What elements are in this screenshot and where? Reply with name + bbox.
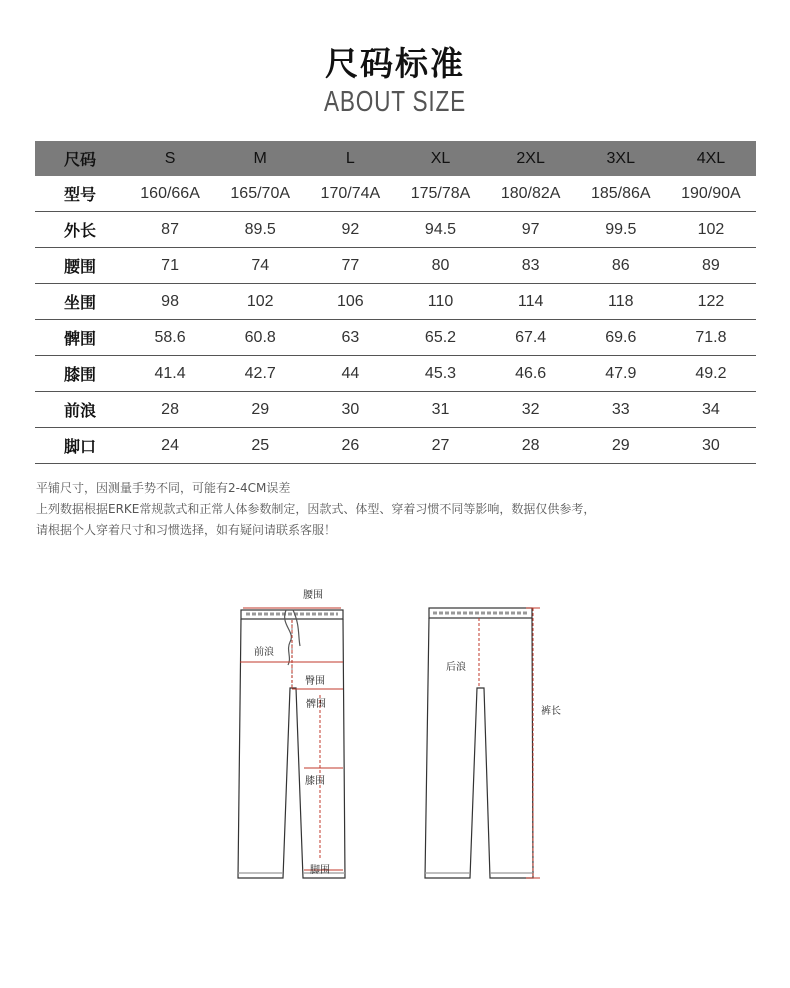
- column-header: 2XL: [486, 141, 576, 176]
- size-table: [35, 141, 756, 464]
- table-cell: 175/78A: [395, 176, 485, 212]
- table-cell: 83: [486, 248, 576, 284]
- size-table-row: [35, 248, 756, 284]
- column-header: S: [125, 141, 215, 176]
- table-cell: 28: [486, 428, 576, 464]
- table-cell: 102: [666, 212, 756, 248]
- table-cell: 27: [395, 428, 485, 464]
- table-cell: 118: [576, 284, 666, 320]
- column-header: M: [215, 141, 305, 176]
- table-cell: 44: [305, 356, 395, 392]
- column-header: XL: [395, 141, 485, 176]
- size-table-row: [35, 356, 756, 392]
- table-cell: 89: [666, 248, 756, 284]
- column-header: 3XL: [576, 141, 666, 176]
- table-cell: 33: [576, 392, 666, 428]
- table-cell: 49.2: [666, 356, 756, 392]
- table-cell: 30: [666, 428, 756, 464]
- table-cell: 80: [395, 248, 485, 284]
- row-label: 脚口: [35, 428, 125, 464]
- table-cell: 47.9: [576, 356, 666, 392]
- note-line: 上列数据根据ERKE常规款式和正常人体参数制定，因款式、体型、穿着习惯不同等影响，数据仅供参考，: [36, 502, 596, 516]
- table-cell: 28: [125, 392, 215, 428]
- table-cell: 185/86A: [576, 176, 666, 212]
- table-cell: 92: [305, 212, 395, 248]
- label-back-rise: 后浪: [446, 662, 466, 673]
- table-cell: 180/82A: [486, 176, 576, 212]
- label-knee: 膝围: [305, 776, 325, 787]
- size-table-row: [35, 176, 756, 212]
- table-cell: 170/74A: [305, 176, 395, 212]
- table-cell: 160/66A: [125, 176, 215, 212]
- label-front-rise: 前浪: [254, 647, 274, 658]
- back-waistband: [429, 608, 532, 618]
- label-length: 裤长: [541, 706, 561, 717]
- table-cell: 98: [125, 284, 215, 320]
- size-notes: [36, 478, 756, 541]
- table-cell: 89.5: [215, 212, 305, 248]
- label-hip: 臀围: [305, 676, 325, 687]
- table-cell: 29: [215, 392, 305, 428]
- table-cell: 25: [215, 428, 305, 464]
- table-cell: 87: [125, 212, 215, 248]
- table-cell: 45.3: [395, 356, 485, 392]
- row-label: 膝围: [35, 356, 125, 392]
- size-table-row: [35, 392, 756, 428]
- page-title: 尺码标准: [325, 44, 465, 83]
- table-cell: 71.8: [666, 320, 756, 356]
- size-table-row: [35, 212, 756, 248]
- table-cell: 190/90A: [666, 176, 756, 212]
- pants-measurement-diagram: [0, 570, 790, 900]
- size-table-row: [35, 428, 756, 464]
- table-cell: 165/70A: [215, 176, 305, 212]
- table-cell: 106: [305, 284, 395, 320]
- row-label: 坐围: [35, 284, 125, 320]
- label-waist: 腰围: [303, 590, 323, 601]
- table-cell: 65.2: [395, 320, 485, 356]
- table-cell: 60.8: [215, 320, 305, 356]
- table-cell: 99.5: [576, 212, 666, 248]
- table-cell: 26: [305, 428, 395, 464]
- table-cell: 24: [125, 428, 215, 464]
- page-subtitle: ABOUT SIZE: [324, 86, 466, 118]
- table-cell: 30: [305, 392, 395, 428]
- table-cell: 69.6: [576, 320, 666, 356]
- column-header: L: [305, 141, 395, 176]
- table-cell: 29: [576, 428, 666, 464]
- table-cell: 86: [576, 248, 666, 284]
- table-cell: 34: [666, 392, 756, 428]
- table-cell: 122: [666, 284, 756, 320]
- row-label: 髀围: [35, 320, 125, 356]
- column-header: 4XL: [666, 141, 756, 176]
- table-cell: 31: [395, 392, 485, 428]
- row-label: 外长: [35, 212, 125, 248]
- table-cell: 63: [305, 320, 395, 356]
- table-cell: 71: [125, 248, 215, 284]
- row-label: 型号: [35, 176, 125, 212]
- table-cell: 41.4: [125, 356, 215, 392]
- label-hem: 脚围: [310, 865, 330, 876]
- table-cell: 42.7: [215, 356, 305, 392]
- note-line: 请根据个人穿着尺寸和习惯选择，如有疑问请联系客服！: [36, 523, 337, 537]
- table-cell: 67.4: [486, 320, 576, 356]
- size-table-header-row: [35, 141, 756, 176]
- table-cell: 32: [486, 392, 576, 428]
- table-cell: 97: [486, 212, 576, 248]
- note-line: 平铺尺寸，因测量手势不同，可能有2-4CM误差: [36, 481, 291, 495]
- table-cell: 110: [395, 284, 485, 320]
- table-cell: 58.6: [125, 320, 215, 356]
- label-thigh: 髀围: [306, 699, 326, 710]
- size-table-row: [35, 320, 756, 356]
- size-table-row: [35, 284, 756, 320]
- row-label: 前浪: [35, 392, 125, 428]
- table-cell: 114: [486, 284, 576, 320]
- table-cell: 94.5: [395, 212, 485, 248]
- table-cell: 46.6: [486, 356, 576, 392]
- table-cell: 77: [305, 248, 395, 284]
- row-label: 腰围: [35, 248, 125, 284]
- table-cell: 74: [215, 248, 305, 284]
- table-cell: 102: [215, 284, 305, 320]
- column-header: 尺码: [35, 141, 125, 176]
